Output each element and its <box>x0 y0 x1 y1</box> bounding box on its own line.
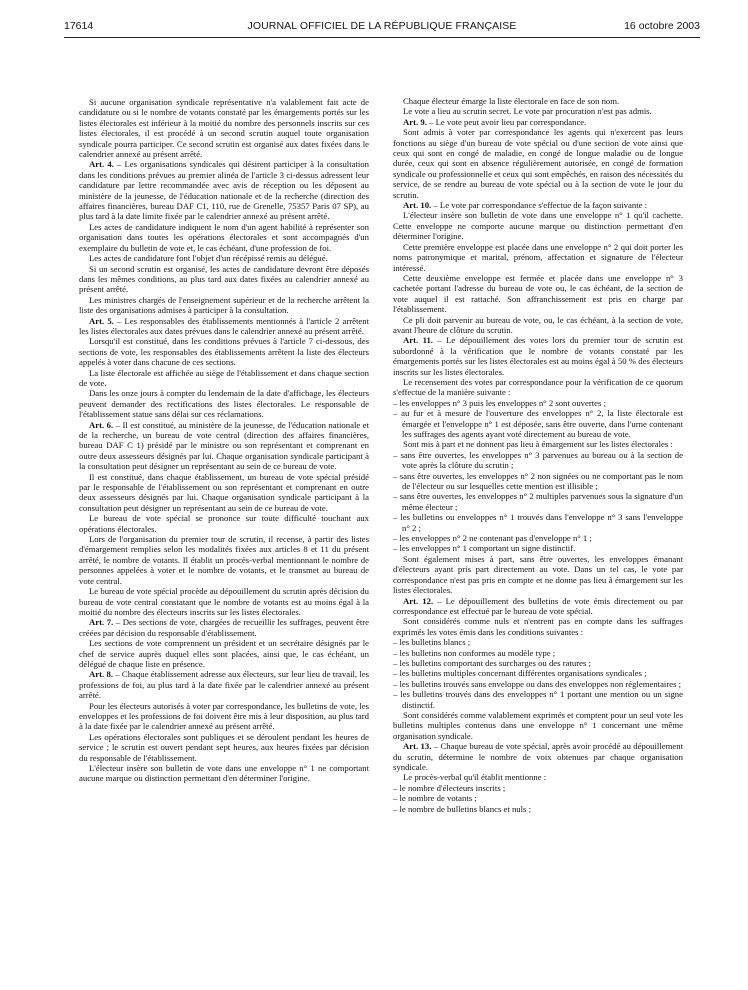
list-item: – les enveloppes n° 2 ne contenant pas d'enveloppe n° 1 ; <box>393 533 592 544</box>
header-rule <box>64 37 700 38</box>
right-column <box>393 96 683 966</box>
list-item: – le nombre de votants ; <box>393 793 477 804</box>
article-label: Art. 7. <box>89 617 114 628</box>
page-number: 17614 <box>64 20 94 32</box>
paragraph: Les sections de vote comprennent un président et un secrétaire désignés par le chef de service auprès duquel elles sont placées, ainsi que, le cas échéant, un délégué de chaque liste en présence. <box>79 638 369 669</box>
list-item: – sans être ouvertes, les enveloppes n° 3 parvenues au bureau ou à la section de vote après la clôture du scrutin ; <box>393 449 683 471</box>
paragraph: Pour les électeurs autorisés à voter par correspondance, les bulletins de vote, les enveloppes et les professions de foi doivent être mis à leur disposition, au plus tard à la date fixée par le calendrier annexé au présent arrêté. <box>79 700 369 732</box>
article-text: – Chaque bureau de vote spécial, après avoir procédé au dépouillement du scrutin, détermine le nombre de voix obtenues par chaque organisation syndicale. <box>393 741 683 772</box>
paragraph: Le recensement des votes par correspondance pour la vérification de ce quorum s'effectue de la manière suivante : <box>393 376 683 398</box>
list-item: – les enveloppes n° 3 puis les enveloppes n° 2 sont ouvertes ; <box>393 397 607 408</box>
null-votes-list <box>393 637 683 710</box>
paragraph: Sont mis à part et ne donnent pas lieu à émargement sur les listes électorales : <box>403 439 673 450</box>
article-13 <box>393 741 683 772</box>
paragraph: Sont également mises à part, sans être ouvertes, les enveloppes émanant d'électeurs ayant pris part directement au vote. Dans un tel cas, le vote par correspondance n'est pas pris en compte et ne donne pas lieu à émargement sur les listes électorales. <box>393 553 683 596</box>
quorum-steps-list <box>393 398 683 440</box>
list-item: – le nombre d'électeurs inscrits ; <box>393 782 506 793</box>
paragraph: Sont considérés comme nuls et n'entrent pas en compte dans les suffrages exprimés les votes émis dans les conditions suivantes : <box>393 616 683 637</box>
article-text: – Des sections de vote, chargées de recueillir les suffrages, peuvent être créées par décision du responsable d'établissement. <box>79 617 369 638</box>
publication-date: 16 octobre 2003 <box>624 20 700 32</box>
journal-title: JOURNAL OFFICIEL DE LA RÉPUBLIQUE FRANÇAISE <box>247 20 517 32</box>
article-label: Art. 9. <box>403 116 427 127</box>
paragraph: Ce pli doit parvenir au bureau de vote, ou, le cas échéant, à la section de vote, avant l'heure de clôture du scrutin. <box>393 314 683 335</box>
article-text: – Le dépouillement des votes lors du premier tour de scrutin est subordonné à la vérification que le nombre de votants constaté par les émargements portés sur les listes électorales est au moins égal à 50 % des électeurs inscrits sur les listes électorales. <box>393 335 683 377</box>
article-text: – Les organisations syndicales qui désirent participer à la consultation dans les conditions prévues au premier alinéa de l'article 3 ci-dessus adressent leur candidature par lettre recommandée avec avis de réception ou les déposent au ministère de la jeunesse, de l'éducation nationale et de la recherche (direction des affaires financières, bureau DAF C1, 110, rue de Grenelle, 75357 Paris 07 SP), au plus tard à la date limite fixée par le calendrier annexé au présent arrêté. <box>79 159 369 222</box>
list-item: – sans être ouvertes, les enveloppes n° 2 multiples parvenues sous la signature d'un même électeur ; <box>393 491 683 512</box>
article-8 <box>79 669 369 700</box>
left-column <box>79 97 369 967</box>
list-item: – les enveloppes n° 1 comportant un signe distinctif. <box>393 543 576 554</box>
paragraph: L'électeur insère son bulletin de vote dans une enveloppe n° 1 qu'il cachette. Cette enveloppe ne comporte aucune marque ou distinction permettant d'en déterminer l'origine. <box>393 210 683 242</box>
list-item: – au fur et à mesure de l'ouverture des enveloppes n° 2, la liste électorale est émargée et l'enveloppe n° 1 est déposée, sans être ouverte, dans l'urne contenant les suffrages des agents ayant voté directement au bureau de vote. <box>393 408 683 439</box>
list-item: – les bulletins blancs ; <box>393 637 471 648</box>
article-9 <box>393 117 683 127</box>
article-10 <box>393 200 683 210</box>
article-label: Art. 13. <box>403 741 432 752</box>
article-label: Art. 6. <box>89 419 114 430</box>
article-5 <box>79 316 369 337</box>
article-text: – Les responsables des établissements mentionnés à l'article 2 arrêtent les listes électorales aux dates prévues dans le calendrier annexé au présent arrêté. <box>79 315 369 336</box>
article-7 <box>79 617 369 638</box>
paragraph: Si un second scrutin est organisé, les actes de candidature devront être déposés dans les mêmes conditions, au plus tard aux dates fixées au calendrier annexé au présent arrêté. <box>79 263 369 295</box>
paragraph: Les actes de candidature font l'objet d'un récépissé remis au délégué. <box>89 253 328 264</box>
paragraph: Chaque électeur émarge la liste électorale en face de son nom. <box>403 96 620 106</box>
paragraph: La liste électorale est affichée au siège de l'établissement et dans chaque section de vote. <box>79 367 369 388</box>
article-label: Art. 5. <box>89 315 114 326</box>
list-item: – les bulletins non conformes au modèle type ; <box>393 647 556 658</box>
list-item: – les bulletins trouvés sans enveloppe ou dans des enveloppes non réglementaires ; <box>393 678 682 689</box>
paragraph: Le bureau de vote spécial se prononce sur toute difficulté touchant aux opérations électorales. <box>79 513 369 534</box>
minutes-items-list <box>393 783 683 814</box>
paragraph: Cette deuxième enveloppe est fermée et placée dans une enveloppe n° 3 cachetée portant l'adresse du bureau de vote ou, le cas échéant, de la section de vote auquel il est rattaché. Son affranchissement est pris en charge par l'établissement. <box>393 272 683 315</box>
paragraph: Cette première enveloppe est placée dans une enveloppe n° 2 qui doit porter les noms patronymique et marital, prénom, affectation et signature de l'électeur intéressé. <box>393 241 683 273</box>
list-item: – les bulletins multiples concernant différentes organisations syndicales ; <box>393 668 647 679</box>
article-11 <box>393 335 683 377</box>
paragraph: Sont admis à voter par correspondance les agents qui n'exercent pas leurs fonctions au siège d'un bureau de vote spécial ou d'une section de vote ainsi que ceux qui sont en congé de maladie, en congé de longue maladie ou de longue durée, ceux qui sont en absence régulièrement autorisée, en congé de formation syndicale ou professionnelle et ceux qui sont empêchés, en raison des nécessités du service, de se rendre au bureau de vote spécial ou à la section de vote le jour du scrutin. <box>393 127 683 200</box>
list-item: – sans être ouvertes, les enveloppes n° 2 non signées ou ne comportant pas le nom de l'électeur ou sur lesquelles cette mention est illisible ; <box>393 470 683 492</box>
article-text: – Il est constitué, au ministère de la jeunesse, de l'éducation nationale et de la recherche, un bureau de vote central (direction des affaires financières, bureau DAF C 1) présidé par le ministre ou son représentant et comprenant en outre deux assesseurs désignés par lui. Chaque organisation syndicale participant à la consultation peut désigner un représentant au sein de ce bureau de vote. <box>79 419 369 472</box>
paragraph: Sont considérés comme valablement exprimés et comptent pour un seul vote les bulletins multiples contenus dans une enveloppe n° 1 concernant une même organisation syndicale. <box>393 709 683 741</box>
paragraph: Les ministres chargés de l'enseignement supérieur et de la recherche arrêtent la liste des organisations admises à participer à la consultation. <box>79 294 369 316</box>
list-item: – le nombre de bulletins blancs et nuls ; <box>393 803 532 814</box>
article-label: Art. 12. <box>403 595 434 606</box>
paragraph: Le procès-verbal qu'il établit mentionne : <box>403 772 547 783</box>
list-item: – les bulletins comportant des surcharges ou des ratures ; <box>393 657 591 668</box>
paragraph: Le vote a lieu au scrutin secret. Le vote par procuration n'est pas admis. <box>403 106 652 117</box>
article-6 <box>79 420 369 472</box>
page-header <box>64 20 700 36</box>
paragraph: L'électeur insère son bulletin de vote dans une enveloppe n° 1 ne comportant aucune marque ou distinction permettant d'en déterminer l'origine. <box>79 763 369 784</box>
paragraph: Les opérations électorales sont publiques et se déroulent pendant les heures de service ; le scrutin est ouvert pendant sept heures, aux heures fixées par décision du responsable de l'établissement. <box>79 731 369 763</box>
article-label: Art. 10. <box>403 200 432 211</box>
paragraph: Dans les onze jours à compter du lendemain de la date d'affichage, les électeurs peuvent demander des rectifications des listes électorales. Le responsable de l'établissement statue sans délai sur ces réclamations. <box>79 388 369 420</box>
article-12 <box>393 596 683 617</box>
paragraph: Il est constitué, dans chaque établissement, un bureau de vote spécial présidé par le responsable de l'établissement ou son représentant et comprenant en outre deux assesseurs désignés par lui. Chaque organisation syndicale participant à la consultation peut désigner un représentant au sein de ce bureau de vote. <box>79 471 369 513</box>
article-4 <box>79 159 369 221</box>
paragraph: Lors de l'organisation du premier tour de scrutin, il recense, à partir des listes d'émargement remplies selon les modalités fixées aux articles 8 et 11 du présent arrêté, le nombre de votants. Il établit un procès-verbal mentionnant le nombre de personnes appelées à voter et le nombre de votants, et le transmet au bureau de vote central. <box>79 534 369 586</box>
article-label: Art. 11. <box>403 335 433 346</box>
paragraph: Lorsqu'il est constitué, dans les conditions prévues à l'article 7 ci-dessous, des sections de vote, les responsables des établissements arrêtent la liste des électeurs appelés à voter dans chacune de ces sections. <box>79 336 369 368</box>
paragraph: Les actes de candidature indiquent le nom d'un agent habilité à représenter son organisation dans toutes les opérations électorales et sont accompagnés d'un exemplaire du bulletin de vote et, le cas échéant, d'une profession de foi. <box>79 221 369 253</box>
paragraph: Si aucune organisation syndicale représentative n'a valablement fait acte de candidature ou si le nombre de votants constaté par les émargements portés sur les listes électorales est inférieur à la moitié du nombre des personnels inscrits sur ces listes électorales, il est procédé à un second scrutin auquel toute organisation syndicale pourra participer. Ce second scrutin est organisé aux dates fixées dans le calendrier annexé au présent arrêté. <box>79 97 369 160</box>
article-text: – Le vote peut avoir lieu par correspondance. <box>426 116 587 127</box>
list-item: – les bulletins trouvés dans des enveloppes n° 1 portant une mention ou un signe distinctif. <box>393 689 683 710</box>
article-text: – Chaque établissement adresse aux électeurs, sur leur lieu de travail, les professions de foi, au plus tard à la date fixée par le calendrier annexé au présent arrêté. <box>79 669 369 701</box>
article-label: Art. 8. <box>89 669 113 680</box>
paragraph: Le bureau de vote spécial procède au dépouillement du scrutin après décision du bureau de vote central constatant que le nombre de votants est au moins égal à la moitié du nombre des électeurs inscrits sur les listes électorales. <box>79 586 369 617</box>
list-item: – les bulletins ou enveloppes n° 1 trouvés dans l'enveloppe n° 3 sans l'enveloppe n° 2 ; <box>393 512 683 533</box>
article-label: Art. 4. <box>89 159 114 170</box>
article-text: – Le vote par correspondance s'effectue de la façon suivante : <box>431 200 648 211</box>
article-text: – Le dépouillement des bulletins de vote émis directement ou par correspondance est effectué par le bureau de vote spécial. <box>393 595 683 616</box>
set-aside-list <box>393 450 683 554</box>
